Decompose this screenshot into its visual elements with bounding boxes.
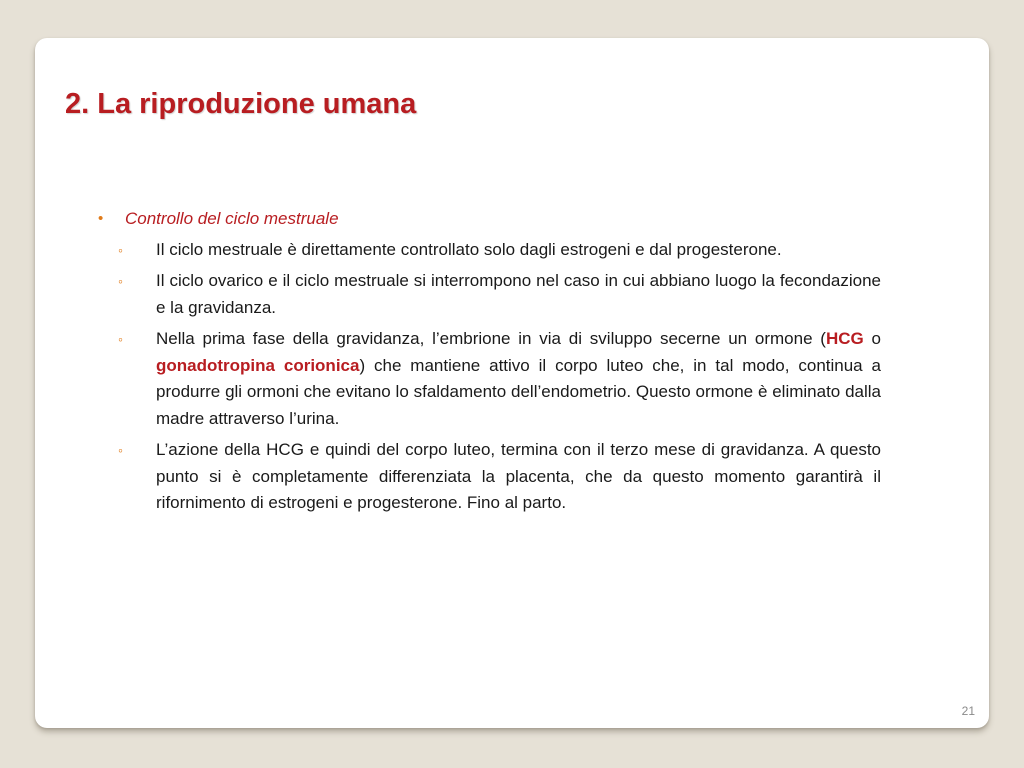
- bullet-item: [98, 237, 881, 264]
- slide-title: 2. La riproduzione umana: [65, 88, 417, 120]
- bullet-circle-icon: ◦: [118, 331, 123, 347]
- highlight-hcg: HCG: [825, 329, 864, 348]
- bullet-circle-icon: ◦: [118, 241, 123, 258]
- bullet-item: [98, 326, 881, 432]
- bullet-item: [98, 268, 881, 321]
- bullet-text: Il ciclo mestruale è direttamente controllato solo dagli estrogeni e dal progesterone.: [156, 239, 782, 259]
- text-part: ) che mantiene attivo il corpo luteo che, in tal modo, continua a produrre gli ormoni che evitano lo sfaldamento dell’endometrio. Questo ormone è eliminato dalla madre attraverso l’urina.: [156, 355, 881, 428]
- slide: [35, 38, 989, 728]
- bullet-dot-icon: •: [98, 210, 104, 227]
- page-number: 21: [961, 704, 975, 718]
- text-part: o: [863, 329, 881, 348]
- highlight-gonadotropina: gonadotropina corionica: [156, 355, 360, 375]
- bullet-text: L’azione della HCG e quindi del corpo luteo, termina con il terzo mese di gravidanza. A questo punto si è completamente differenziata la placenta, che da questo momento garantirà il rifornimento di estrogeni e progesterone. Fino al parto.: [156, 440, 881, 512]
- bullet-circle-icon: ◦: [118, 273, 123, 289]
- bullet-text: Il ciclo ovarico e il ciclo mestruale si interrompono nel caso in cui abbiano luogo la fecondazione e la gravidanza.: [156, 271, 881, 317]
- bullet-circle-icon: ◦: [118, 442, 123, 458]
- section-heading: Controllo del ciclo mestruale: [125, 209, 339, 228]
- bullet-level1: [98, 206, 881, 233]
- bullet-item: [98, 437, 881, 517]
- bullet-text: [156, 329, 881, 428]
- text-part: Nella prima fase della gravidanza, l’embrione in via di sviluppo secerne un ormone (: [156, 329, 826, 348]
- slide-content: [98, 206, 881, 522]
